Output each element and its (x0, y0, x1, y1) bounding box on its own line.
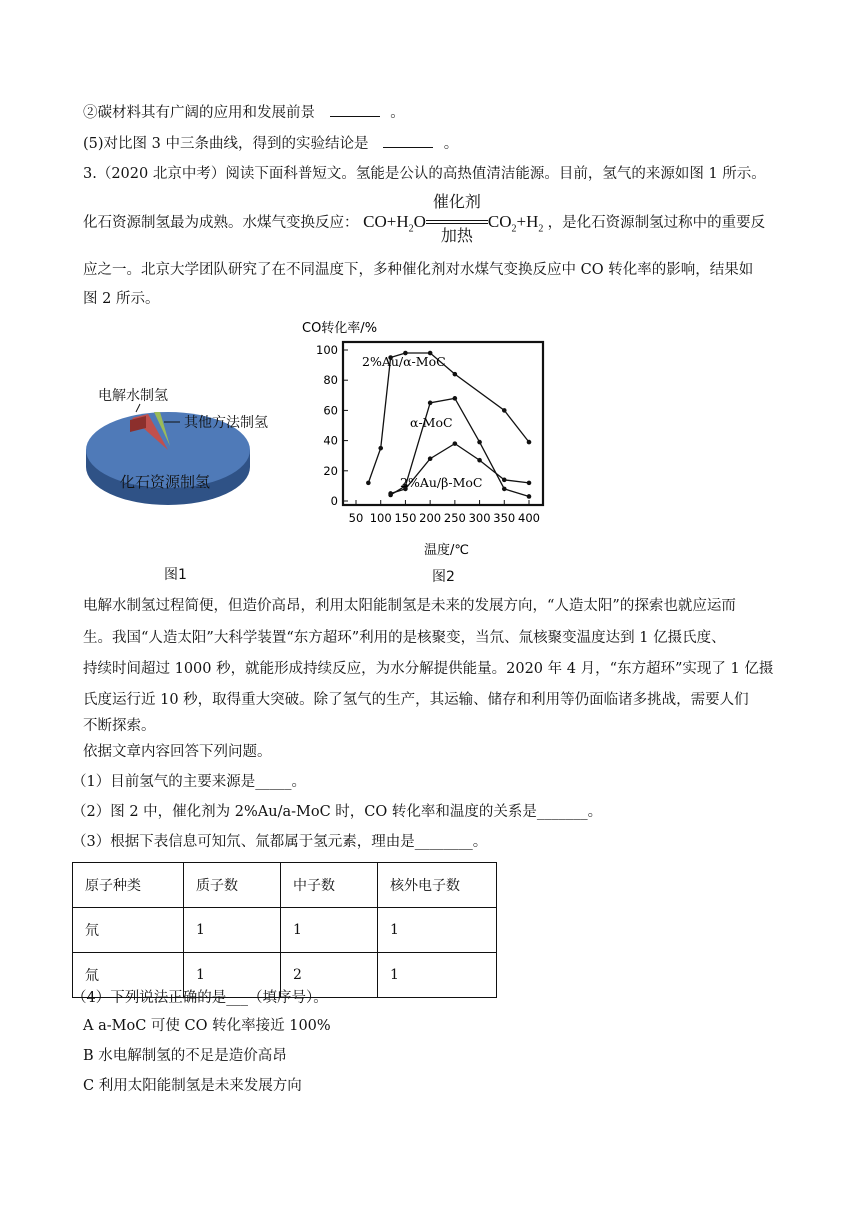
series-label-2: 2%Au/β-MoC (400, 475, 483, 490)
table-header: 质子数 (184, 863, 281, 908)
eq-product-co2: CO (487, 212, 512, 231)
data-point (366, 481, 371, 486)
data-point (527, 481, 532, 486)
isotope-table (72, 862, 497, 998)
x-tick-label: 250 (443, 511, 466, 525)
pie-label-fossil: 化石资源制氢 (120, 473, 211, 491)
period: 。 (443, 136, 459, 152)
reaction-condition (426, 194, 488, 246)
question-1: （1）目前氢气的主要来源是_____。 (72, 774, 306, 790)
answer-blank (330, 102, 380, 117)
table-cell: 2 (281, 953, 378, 998)
table-cell: 1 (378, 953, 497, 998)
x-axis-label: 温度/℃ (424, 543, 469, 558)
figure-1-caption: 图1 (164, 567, 187, 583)
instructions: 依据文章内容回答下列问题。 (83, 744, 272, 760)
x-tick-label: 400 (518, 511, 540, 525)
data-point (388, 491, 393, 496)
x-tick-label: 300 (468, 511, 491, 525)
question-5-text: (5)对比图 3 中三条曲线，得到的实验结论是 (83, 136, 369, 152)
problem-3-intro: 3.（2020 北京中考）阅读下面科普短文。氢能是公认的高热值清洁能源。目前，氢气的来源如图 1 所示。 (83, 166, 766, 182)
figure-2-line-chart (300, 316, 560, 564)
y-tick-label: 20 (323, 463, 338, 478)
data-point (453, 441, 458, 446)
equation-line (83, 194, 766, 246)
statement-line-carbon (83, 102, 405, 123)
y-tick-label: 100 (316, 343, 338, 357)
option-a: A a-MoC 可使 CO 转化率接近 100% (83, 1018, 331, 1034)
table-header: 中子数 (281, 863, 378, 908)
data-point (428, 456, 433, 461)
eq-product-h2: +H (516, 212, 539, 231)
x-tick-label: 100 (369, 511, 392, 525)
chemical-equation (363, 194, 548, 246)
series-label-0: 2%Au/α-MoC (362, 354, 446, 369)
data-point (453, 372, 458, 377)
table-cell: 氚 (73, 953, 184, 998)
figure-1-pie-chart (80, 370, 280, 540)
problem-3-line-5: 应之一。北京大学团队研究了在不同温度下，多种催化剂对水煤气变换反应中 CO 转化率的影响，结果如 (83, 262, 754, 278)
eq-sub: 2 (408, 223, 414, 235)
x-tick-label: 200 (419, 511, 442, 525)
eq-o: O (413, 212, 426, 231)
table-cell: 1 (184, 953, 281, 998)
table-cell: 1 (184, 908, 281, 953)
question-3: （3）根据下表信息可知氘、氚都属于氢元素，理由是________。 (72, 834, 488, 850)
eq-sub: 2 (538, 223, 544, 235)
option-c: C 利用太阳能制氢是未来发展方向 (83, 1078, 302, 1094)
question-5-line (83, 133, 458, 154)
y-tick-label: 40 (323, 433, 338, 448)
statement-text: ②碳材料其有广阔的应用和发展前景 (83, 105, 315, 121)
x-tick-label: 150 (394, 511, 417, 525)
y-tick-label: 0 (330, 494, 338, 508)
pie-label-other: 其他方法制氢 (184, 415, 268, 431)
paragraph-line: 持续时间超过 1000 秒，就能形成持续反应，为水分解提供能量。2020 年 4 月，“东方超环”实现了 1 亿摄 (83, 661, 774, 677)
equation-outro: ，是化石资源制氢过称中的重要反 (547, 215, 766, 231)
option-b: B 水电解制氢的不足是造价高昂 (83, 1048, 287, 1064)
x-tick-label: 50 (348, 511, 364, 525)
data-point (527, 440, 532, 445)
data-point (527, 494, 532, 499)
paragraph-line: 不断探索。 (83, 718, 156, 734)
equation-intro: 化石资源制氢最为成熟。水煤气变换反应： (83, 215, 359, 231)
eq-reactants: CO+H (363, 212, 409, 231)
table-cell: 1 (378, 908, 497, 953)
data-point (502, 487, 507, 492)
data-point (502, 478, 507, 483)
table-row (73, 908, 497, 953)
problem-3-line-6: 图 2 所示。 (83, 291, 160, 307)
data-point (477, 440, 482, 445)
series-label-1: α-MoC (410, 415, 453, 430)
data-point (477, 458, 482, 463)
catalyst-label: 催化剂 (432, 194, 481, 212)
x-tick-label: 350 (493, 511, 516, 525)
paragraph-line: 电解水制氢过程简便，但造价高昂，利用太阳能制氢是未来的发展方向，“人造太阳”的探索也就应运而 (83, 598, 736, 614)
data-point (453, 396, 458, 401)
question-4: （4）下列说法正确的是___（填序号）。 (72, 990, 328, 1006)
table-header: 核外电子数 (378, 863, 497, 908)
data-point (378, 446, 383, 451)
data-point (428, 401, 433, 406)
heating-label: 加热 (440, 228, 473, 246)
period: 。 (390, 105, 405, 121)
table-header: 原子种类 (73, 863, 184, 908)
paragraph-line: 生。我国“人造太阳”大科学装置“东方超环”利用的是核聚变，当氘、氚核聚变温度达到 1 亿摄氏度、 (83, 630, 726, 646)
y-tick-label: 60 (323, 403, 338, 418)
table-cell: 氘 (73, 908, 184, 953)
table-cell: 1 (281, 908, 378, 953)
table-header-row (73, 863, 497, 908)
paragraph-line: 氏度运行近 10 秒，取得重大突破。除了氢气的生产，其运输、储存和利用等仍面临诸多挑战，需要人们 (83, 692, 749, 708)
eq-sub: 2 (511, 223, 517, 235)
figure-2-caption: 图2 (432, 569, 455, 585)
data-point (502, 408, 507, 413)
y-tick-label: 80 (323, 373, 338, 388)
y-axis-label: CO转化率/% (302, 321, 378, 336)
pie-label-electrolysis: 电解水制氢 (98, 388, 168, 404)
question-2: （2）图 2 中，催化剂为 2%Au/a-MoC 时，CO 转化率和温度的关系是_______。 (72, 804, 603, 820)
answer-blank (383, 133, 433, 148)
